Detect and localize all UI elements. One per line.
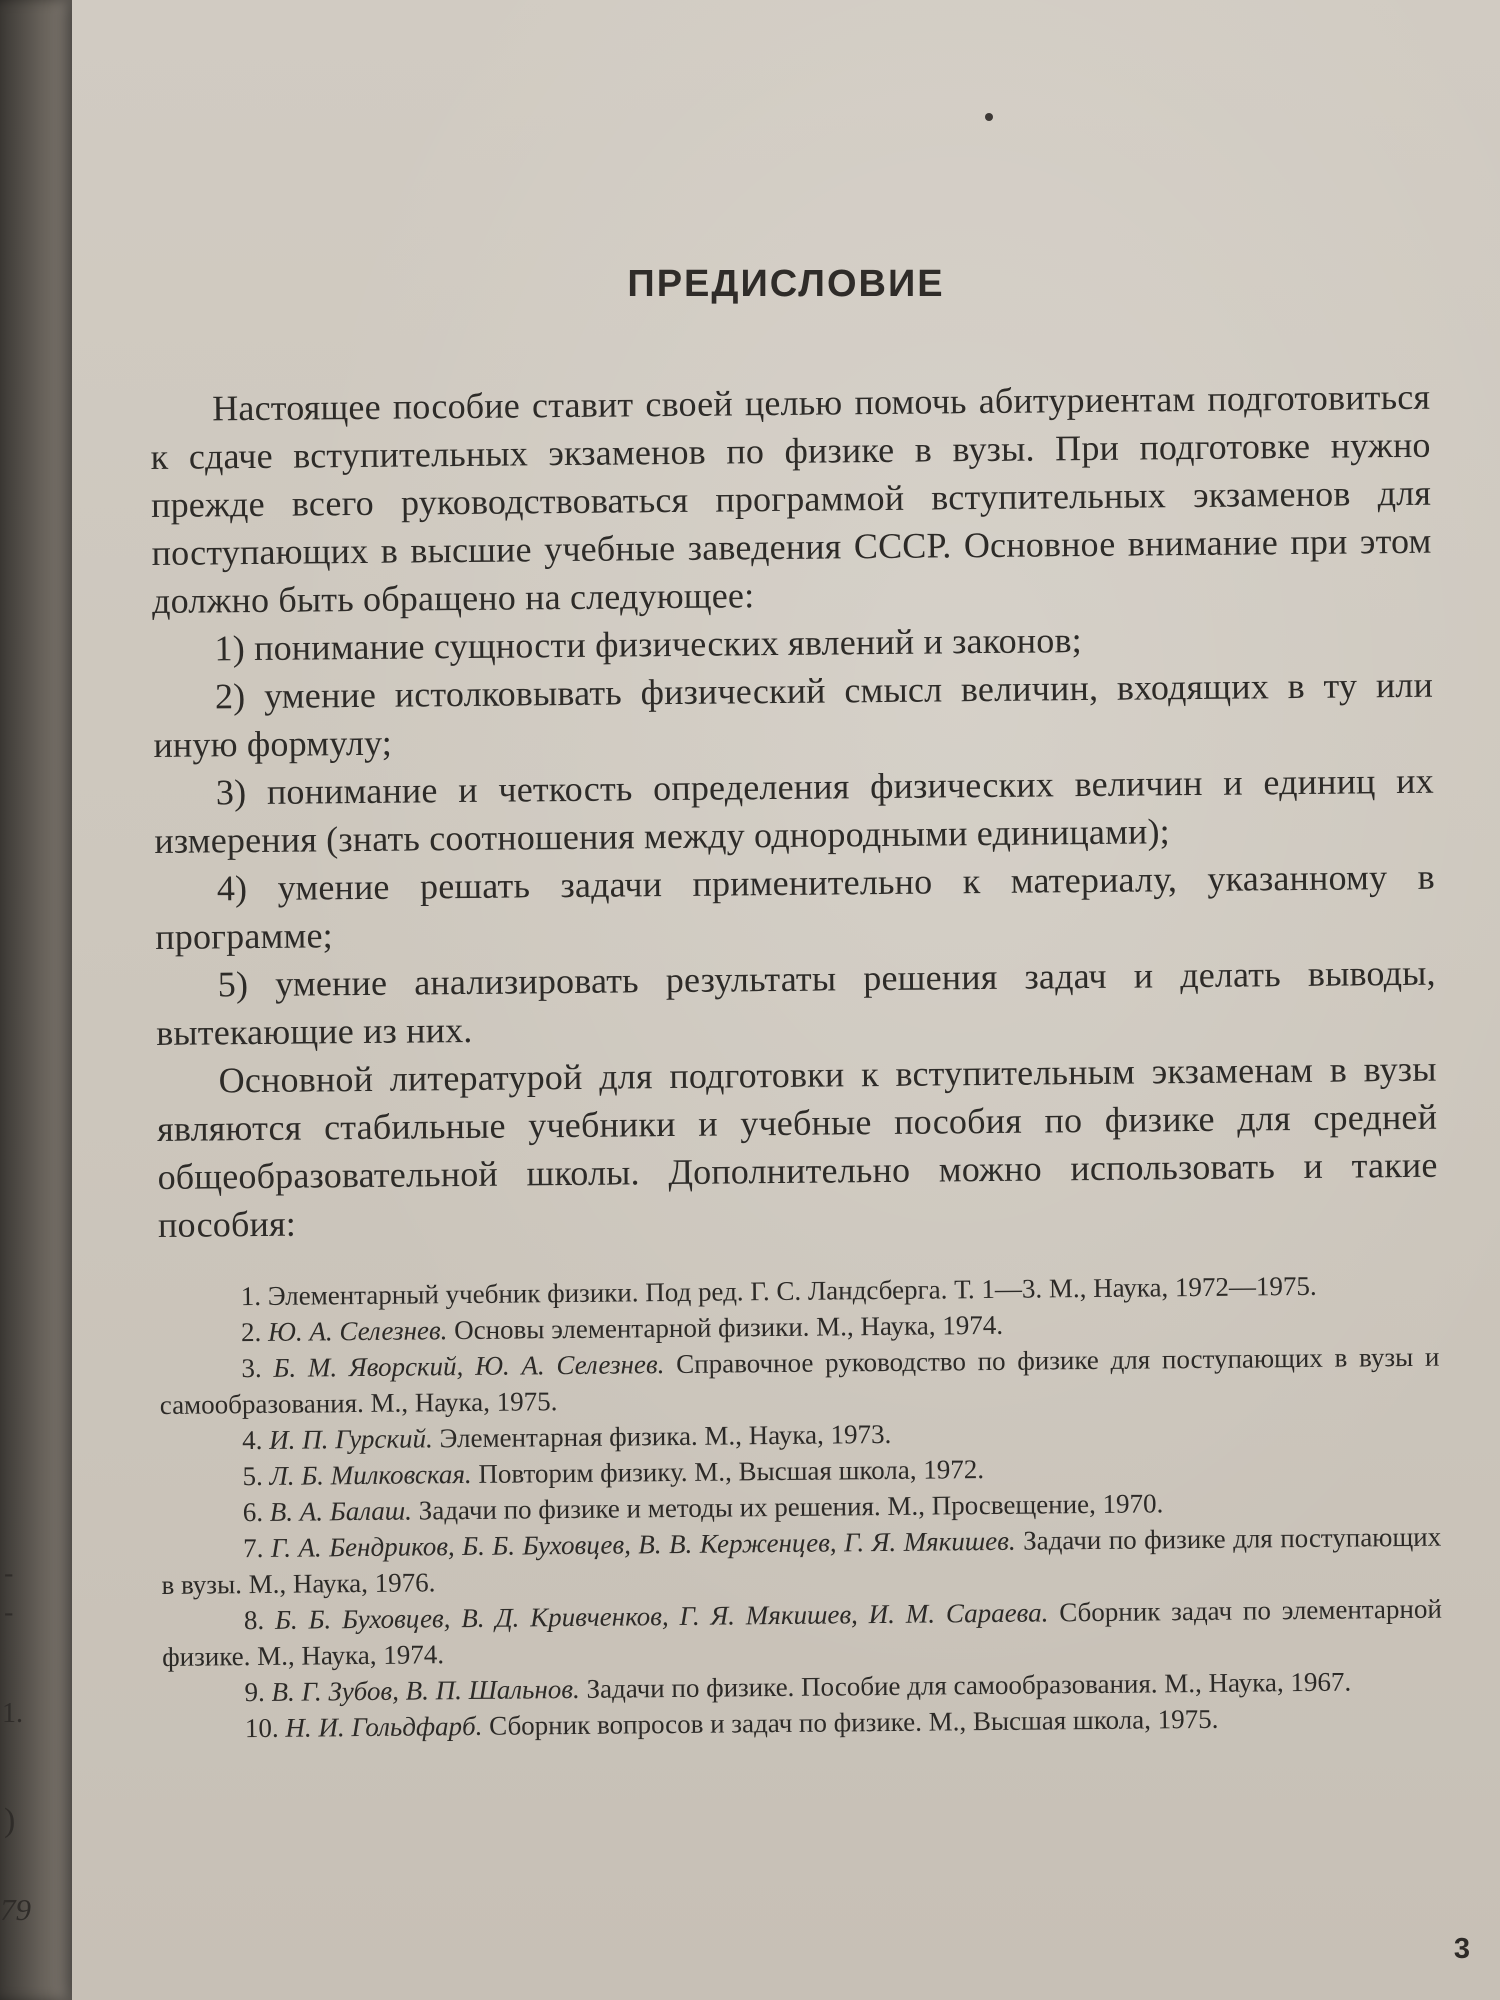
reference-text: Сборник вопросов и задач по физике. М., Высшая школа, 1975. (489, 1703, 1219, 1741)
edge-mark: - (4, 1558, 14, 1589)
reference-text: Повторим физику. М., Высшая школа, 1972. (478, 1454, 985, 1489)
reference-author: Л. Б. Милковская. (269, 1458, 472, 1491)
reference-author: Ю. А. Селезнев. (267, 1315, 448, 1347)
reference-item (161, 1519, 1442, 1603)
reference-author: Б. М. Яворский, Ю. А. Селезнев. (273, 1349, 665, 1383)
requirement-item: 4) умение решать задачи применительно к материалу, указанному в программе; (155, 856, 1435, 957)
page-title: ПРЕДИСЛОВИЕ (627, 263, 945, 306)
reference-author: В. А. Балаш. (269, 1495, 413, 1527)
reference-author: Б. Б. Буховцев, В. Д. Кривченков, Г. Я. Мякишев, И. М. Сараева. (274, 1597, 1049, 1635)
page (72, 0, 1500, 2000)
reference-number: 7. (243, 1532, 264, 1564)
requirement-item: 2) умение истолковывать физический смысл величин, входящих в ту или иную формулу; (153, 664, 1434, 765)
reference-number: 9. (244, 1676, 265, 1708)
reference-number: 3. (241, 1352, 262, 1384)
reference-author: Н. И. Гольдфарб. (285, 1710, 483, 1743)
reference-list (159, 1267, 1443, 1747)
page-number: 3 (1453, 1933, 1470, 1965)
reference-text: Справочное руководство по физике для поступающих в вузы и самообразования. М., Наука, 1975. (159, 1341, 1440, 1420)
edge-mark: 1. (2, 1698, 23, 1729)
reference-text: Основы элементарной физики. М., Наука, 1974. (454, 1309, 1004, 1346)
intro-paragraph: Настоящее пособие ставит своей целью помочь абитуриентам подготовиться к сдаче вступительных экзаменов по физике в вузы. При подготовке нужно прежде всего руководствоваться программой вступительных экзаменов для поступающих в высшие учебные заведения СССР. Основное внимание при этом должно быть обращено на следующее: (150, 376, 1432, 621)
reference-text: Задачи по физике для поступающих в вузы. М., Наука, 1976. (161, 1521, 1442, 1600)
reference-text: Задачи по физике и методы их решения. М., Просвещение, 1970. (418, 1488, 1164, 1526)
reference-number: 8. (243, 1604, 265, 1636)
reference-author: Г. А. Бендриков, Б. Б. Буховцев, В. В. Керженцев, Г. Я. Мякишев. (270, 1525, 1016, 1563)
requirement-item: 1) понимание сущности физических явлений и законов; (214, 620, 1083, 669)
reference-number: 4. (241, 1424, 263, 1456)
reference-text: Элементарная физика. М., Наука, 1973. (439, 1418, 892, 1454)
literature-paragraph: Основной литературой для подготовки к вступительным экзаменам в вузы являются стабильные учебники и учебные пособия по физике для средней общеобразовательной школы. Дополнительно можно использовать и такие пособия: (156, 1048, 1438, 1245)
edge-mark: 79 (0, 1892, 31, 1927)
edge-mark: - (4, 1597, 14, 1628)
edge-mark: ) (4, 1802, 16, 1839)
reference-number: 6. (242, 1496, 264, 1528)
reference-text: Сборник задач по элементарной физике. М., Наука, 1974. (162, 1593, 1442, 1672)
requirement-item: 3) понимание и четкость определения физических величин и единиц их измерения (знать соотношения между однородными единицами); (154, 760, 1435, 861)
page-content (150, 373, 1443, 1747)
reference-number: 5. (242, 1460, 263, 1492)
preface-text (150, 373, 1438, 1249)
reference-number: 10. (244, 1712, 279, 1744)
reference-author: В. Г. Зубов, В. П. Шальнов. (271, 1673, 580, 1707)
reference-author: И. П. Гурский. (268, 1423, 433, 1455)
page-mark-dot (985, 113, 993, 121)
reference-number: 2. (240, 1316, 262, 1348)
reference-item (162, 1591, 1443, 1675)
reference-number: 1. (240, 1280, 262, 1312)
reference-text: Задачи по физике. Пособие для самообразования. М., Наука, 1967. (586, 1666, 1352, 1704)
left-page-edge (0, 0, 76, 2000)
reference-item (159, 1339, 1440, 1423)
reference-text: Элементарный учебник физики. Под ред. Г. С. Ландсберга. Т. 1—3. М., Наука, 1972—1975. (267, 1270, 1317, 1311)
requirement-item: 5) умение анализировать результаты решения задач и делать выводы, вытекающие из них. (156, 952, 1436, 1053)
